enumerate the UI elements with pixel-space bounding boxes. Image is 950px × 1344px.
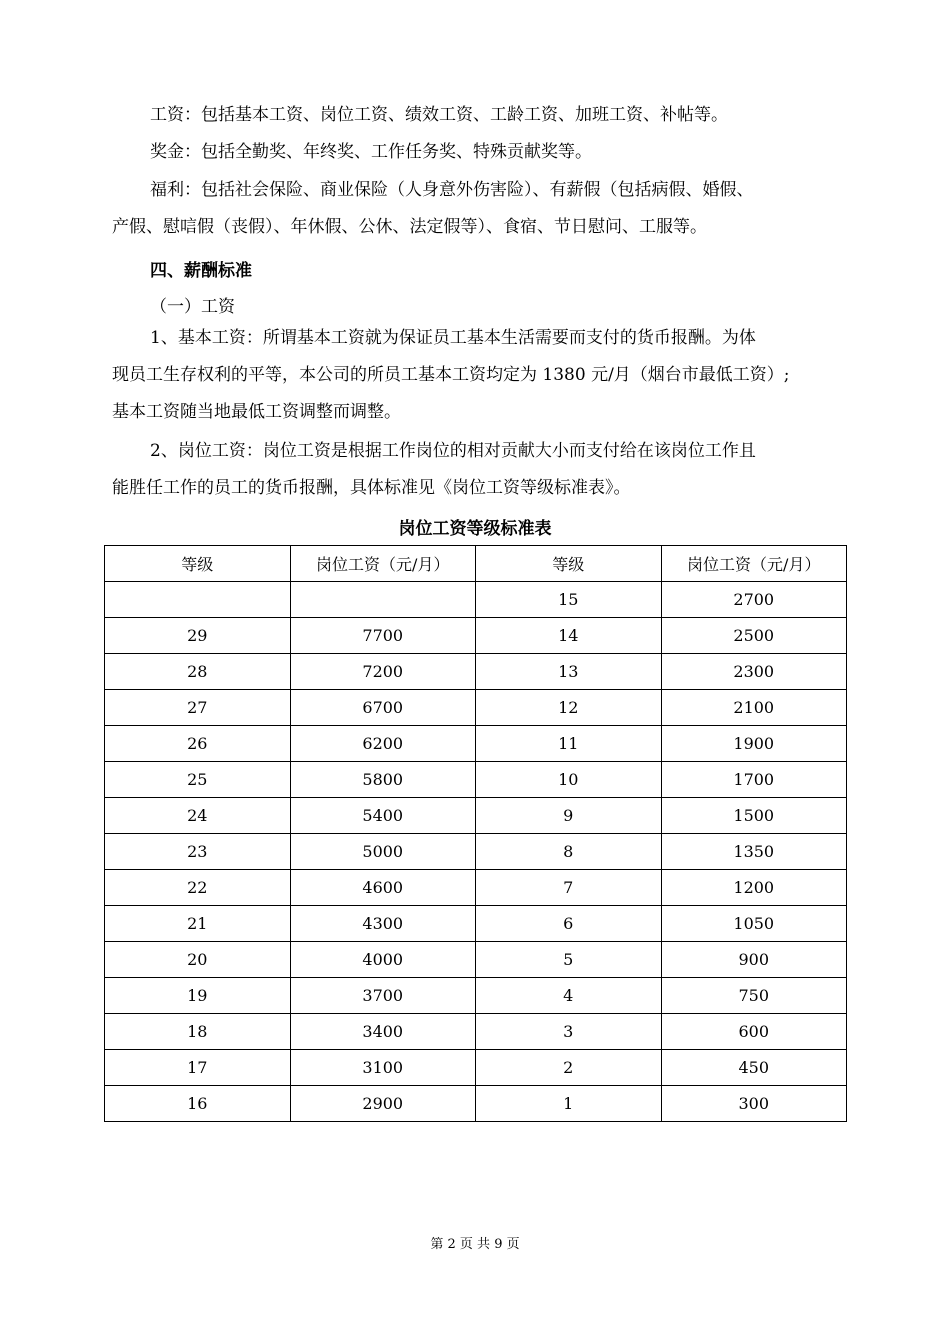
table-row — [105, 726, 847, 762]
cell-grade: 13 — [476, 654, 662, 690]
cell-salary: 3700 — [290, 978, 476, 1014]
cell-salary: 4000 — [290, 942, 476, 978]
cell-grade: 3 — [476, 1014, 662, 1050]
cell-salary: 1200 — [661, 870, 847, 906]
paragraph-bonus-text: 奖金：包括全勤奖、年终奖、工作任务奖、特殊贡献奖等。 — [150, 142, 592, 162]
table-row — [105, 1050, 847, 1086]
table-row — [105, 762, 847, 798]
cell-salary: 1500 — [661, 798, 847, 834]
cell-salary: 5400 — [290, 798, 476, 834]
table-row — [105, 942, 847, 978]
paragraph-base-salary-line3: 基本工资随当地最低工资调整而调整。 — [112, 402, 401, 422]
cell-grade: 12 — [476, 690, 662, 726]
paragraph-base-salary-line2: 现员工生存权利的平等，本公司的所员工基本工资均定为 1380 元/月（烟台市最低工资）; — [112, 365, 790, 385]
cell-salary: 300 — [661, 1086, 847, 1122]
cell-grade: 16 — [105, 1086, 291, 1122]
cell-salary: 7200 — [290, 654, 476, 690]
cell-grade: 17 — [105, 1050, 291, 1086]
cell-salary: 1350 — [661, 834, 847, 870]
cell-grade: 2 — [476, 1050, 662, 1086]
cell-grade — [105, 582, 291, 618]
cell-salary: 5800 — [290, 762, 476, 798]
paragraph-bonus — [112, 134, 834, 171]
cell-salary: 600 — [661, 1014, 847, 1050]
table-header-row — [105, 546, 847, 582]
cell-salary: 2900 — [290, 1086, 476, 1122]
cell-salary: 2500 — [661, 618, 847, 654]
cell-grade: 6 — [476, 906, 662, 942]
cell-grade: 11 — [476, 726, 662, 762]
cell-salary: 1050 — [661, 906, 847, 942]
table-row — [105, 582, 847, 618]
cell-salary: 3400 — [290, 1014, 476, 1050]
section-heading: 四、薪酬标准 — [150, 261, 252, 281]
subsection-heading: （一）工资 — [150, 297, 235, 317]
cell-grade: 29 — [105, 618, 291, 654]
cell-salary: 2300 — [661, 654, 847, 690]
cell-salary: 4600 — [290, 870, 476, 906]
cell-grade: 4 — [476, 978, 662, 1014]
cell-grade: 24 — [105, 798, 291, 834]
page-footer: 第 2 页 共 9 页 — [430, 1237, 520, 1252]
cell-salary: 900 — [661, 942, 847, 978]
table-row — [105, 870, 847, 906]
cell-salary: 1700 — [661, 762, 847, 798]
cell-salary: 7700 — [290, 618, 476, 654]
cell-grade: 14 — [476, 618, 662, 654]
table-row — [105, 690, 847, 726]
cell-grade: 21 — [105, 906, 291, 942]
header-salary-left: 岗位工资（元/月） — [290, 546, 476, 582]
cell-salary — [290, 582, 476, 618]
cell-grade: 15 — [476, 582, 662, 618]
table-row — [105, 834, 847, 870]
cell-salary: 4300 — [290, 906, 476, 942]
cell-grade: 5 — [476, 942, 662, 978]
cell-grade: 22 — [105, 870, 291, 906]
table-row — [105, 654, 847, 690]
cell-salary: 5000 — [290, 834, 476, 870]
cell-salary: 750 — [661, 978, 847, 1014]
paragraph-position-salary-line2: 能胜任工作的员工的货币报酬，具体标准见《岗位工资等级标准表》。 — [112, 478, 631, 498]
cell-grade: 27 — [105, 690, 291, 726]
cell-grade: 26 — [105, 726, 291, 762]
table-body — [105, 582, 847, 1122]
paragraph-benefits-line1: 福利：包括社会保险、商业保险（人身意外伤害险）、有薪假（包括病假、婚假、 — [150, 180, 754, 200]
salary-grade-table — [104, 545, 847, 1122]
paragraph-base-salary — [112, 320, 834, 431]
cell-grade: 8 — [476, 834, 662, 870]
paragraph-salary-text: 工资：包括基本工资、岗位工资、绩效工资、工龄工资、加班工资、补帖等。 — [150, 105, 728, 125]
cell-salary: 1900 — [661, 726, 847, 762]
table-row — [105, 618, 847, 654]
cell-salary: 450 — [661, 1050, 847, 1086]
cell-salary: 3100 — [290, 1050, 476, 1086]
paragraph-position-salary — [112, 433, 834, 507]
cell-grade: 28 — [105, 654, 291, 690]
table-title: 岗位工资等级标准表 — [398, 519, 552, 539]
cell-salary: 2100 — [661, 690, 847, 726]
cell-grade: 20 — [105, 942, 291, 978]
cell-salary: 2700 — [661, 582, 847, 618]
header-salary-right: 岗位工资（元/月） — [661, 546, 847, 582]
cell-grade: 1 — [476, 1086, 662, 1122]
cell-grade: 10 — [476, 762, 662, 798]
table-row — [105, 978, 847, 1014]
cell-salary: 6700 — [290, 690, 476, 726]
paragraph-benefits — [112, 172, 834, 246]
paragraph-benefits-line2: 产假、慰唁假（丧假）、年休假、公休、法定假等）、食宿、节日慰问、工服等。 — [112, 217, 707, 237]
paragraph-position-salary-line1: 2、岗位工资：岗位工资是根据工作岗位的相对贡献大小而支付给在该岗位工作且 — [150, 441, 756, 461]
table-row — [105, 1014, 847, 1050]
cell-salary: 6200 — [290, 726, 476, 762]
paragraph-base-salary-line1: 1、基本工资：所谓基本工资就为保证员工基本生活需要而支付的货币报酬。为体 — [150, 328, 756, 348]
header-grade-right: 等级 — [476, 546, 662, 582]
cell-grade: 9 — [476, 798, 662, 834]
table-row — [105, 798, 847, 834]
table-row — [105, 906, 847, 942]
paragraph-salary — [112, 97, 834, 134]
cell-grade: 7 — [476, 870, 662, 906]
cell-grade: 23 — [105, 834, 291, 870]
header-grade-left: 等级 — [105, 546, 291, 582]
cell-grade: 18 — [105, 1014, 291, 1050]
table-row — [105, 1086, 847, 1122]
cell-grade: 19 — [105, 978, 291, 1014]
cell-grade: 25 — [105, 762, 291, 798]
